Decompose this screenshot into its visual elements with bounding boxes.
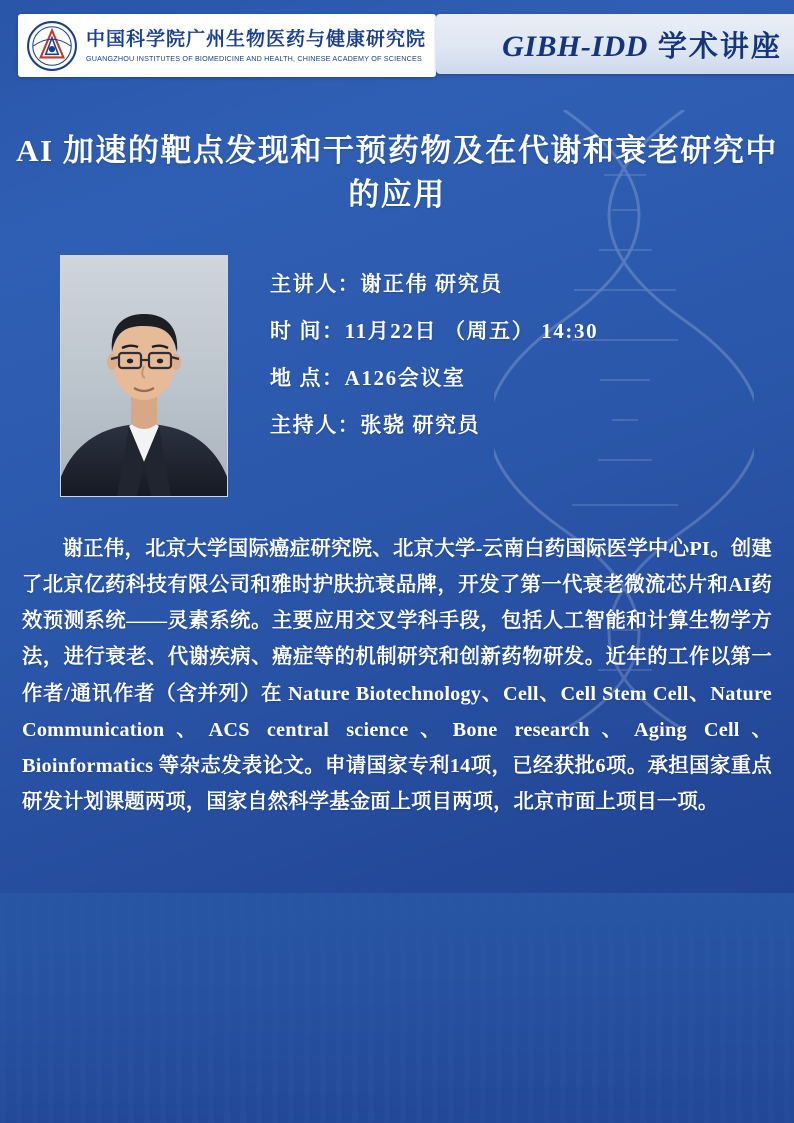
- institute-name-en: GUANGZHOU INSTITUTES OF BIOMEDICINE AND HEALTH, CHINESE ACADEMY OF SCIENCES: [86, 53, 422, 63]
- lecture-details: [270, 255, 598, 437]
- background-photo-band: [0, 893, 794, 1123]
- lecture-series-banner: [436, 14, 794, 74]
- institute-emblem-icon: [26, 20, 78, 72]
- institute-name-cn: 中国科学院广州生物医药与健康研究院: [86, 29, 427, 51]
- detail-speaker: 主讲人：谢正伟 研究员: [270, 272, 503, 297]
- institute-logo-plate: [18, 14, 436, 77]
- banner-cn-text: 学术讲座: [657, 31, 782, 63]
- detail-host: 主持人：张骁 研究员: [270, 413, 481, 438]
- banner-latin-text: GIBH-IDD: [502, 30, 648, 63]
- detail-time: 时 间：11月22日 （周五） 14:30: [270, 319, 599, 344]
- speaker-portrait: [60, 255, 228, 497]
- institute-name-block: [86, 29, 426, 63]
- detail-place: 地 点：A126会议室: [270, 366, 466, 391]
- speaker-photo-illustration: [61, 256, 227, 496]
- speaker-info-row: [0, 255, 794, 497]
- poster-header: [0, 0, 794, 77]
- lecture-title: AI 加速的靶点发现和干预药物及在代谢和衰老研究中的应用: [16, 133, 778, 213]
- speaker-biography: 谢正伟，北京大学国际癌症研究院、北京大学-云南白药国际医学中心PI。创建了北京亿药科技有限公司和雅时护肤抗衰品牌，开发了第一代衰老微流芯片和AI药效预测系统——灵素系统。主要应用交叉学科手段，包括人工智能和计算生物学方法，进行衰老、代谢疾病、癌症等的机制研究和创新药物研发。近年的工作以第一作者/通讯作者（含并列）在 Nature Biotechnology、Cell、Cell Stem Cell、Nature Communication、ACS central science、Bone research、Aging Cell、Bioinformatics 等杂志发表论文。申请国家专利14项，已经获批6项。承担国家重点研发计划课题两项，国家自然科学基金面上项目两项，北京市面上项目一项。: [22, 538, 772, 813]
